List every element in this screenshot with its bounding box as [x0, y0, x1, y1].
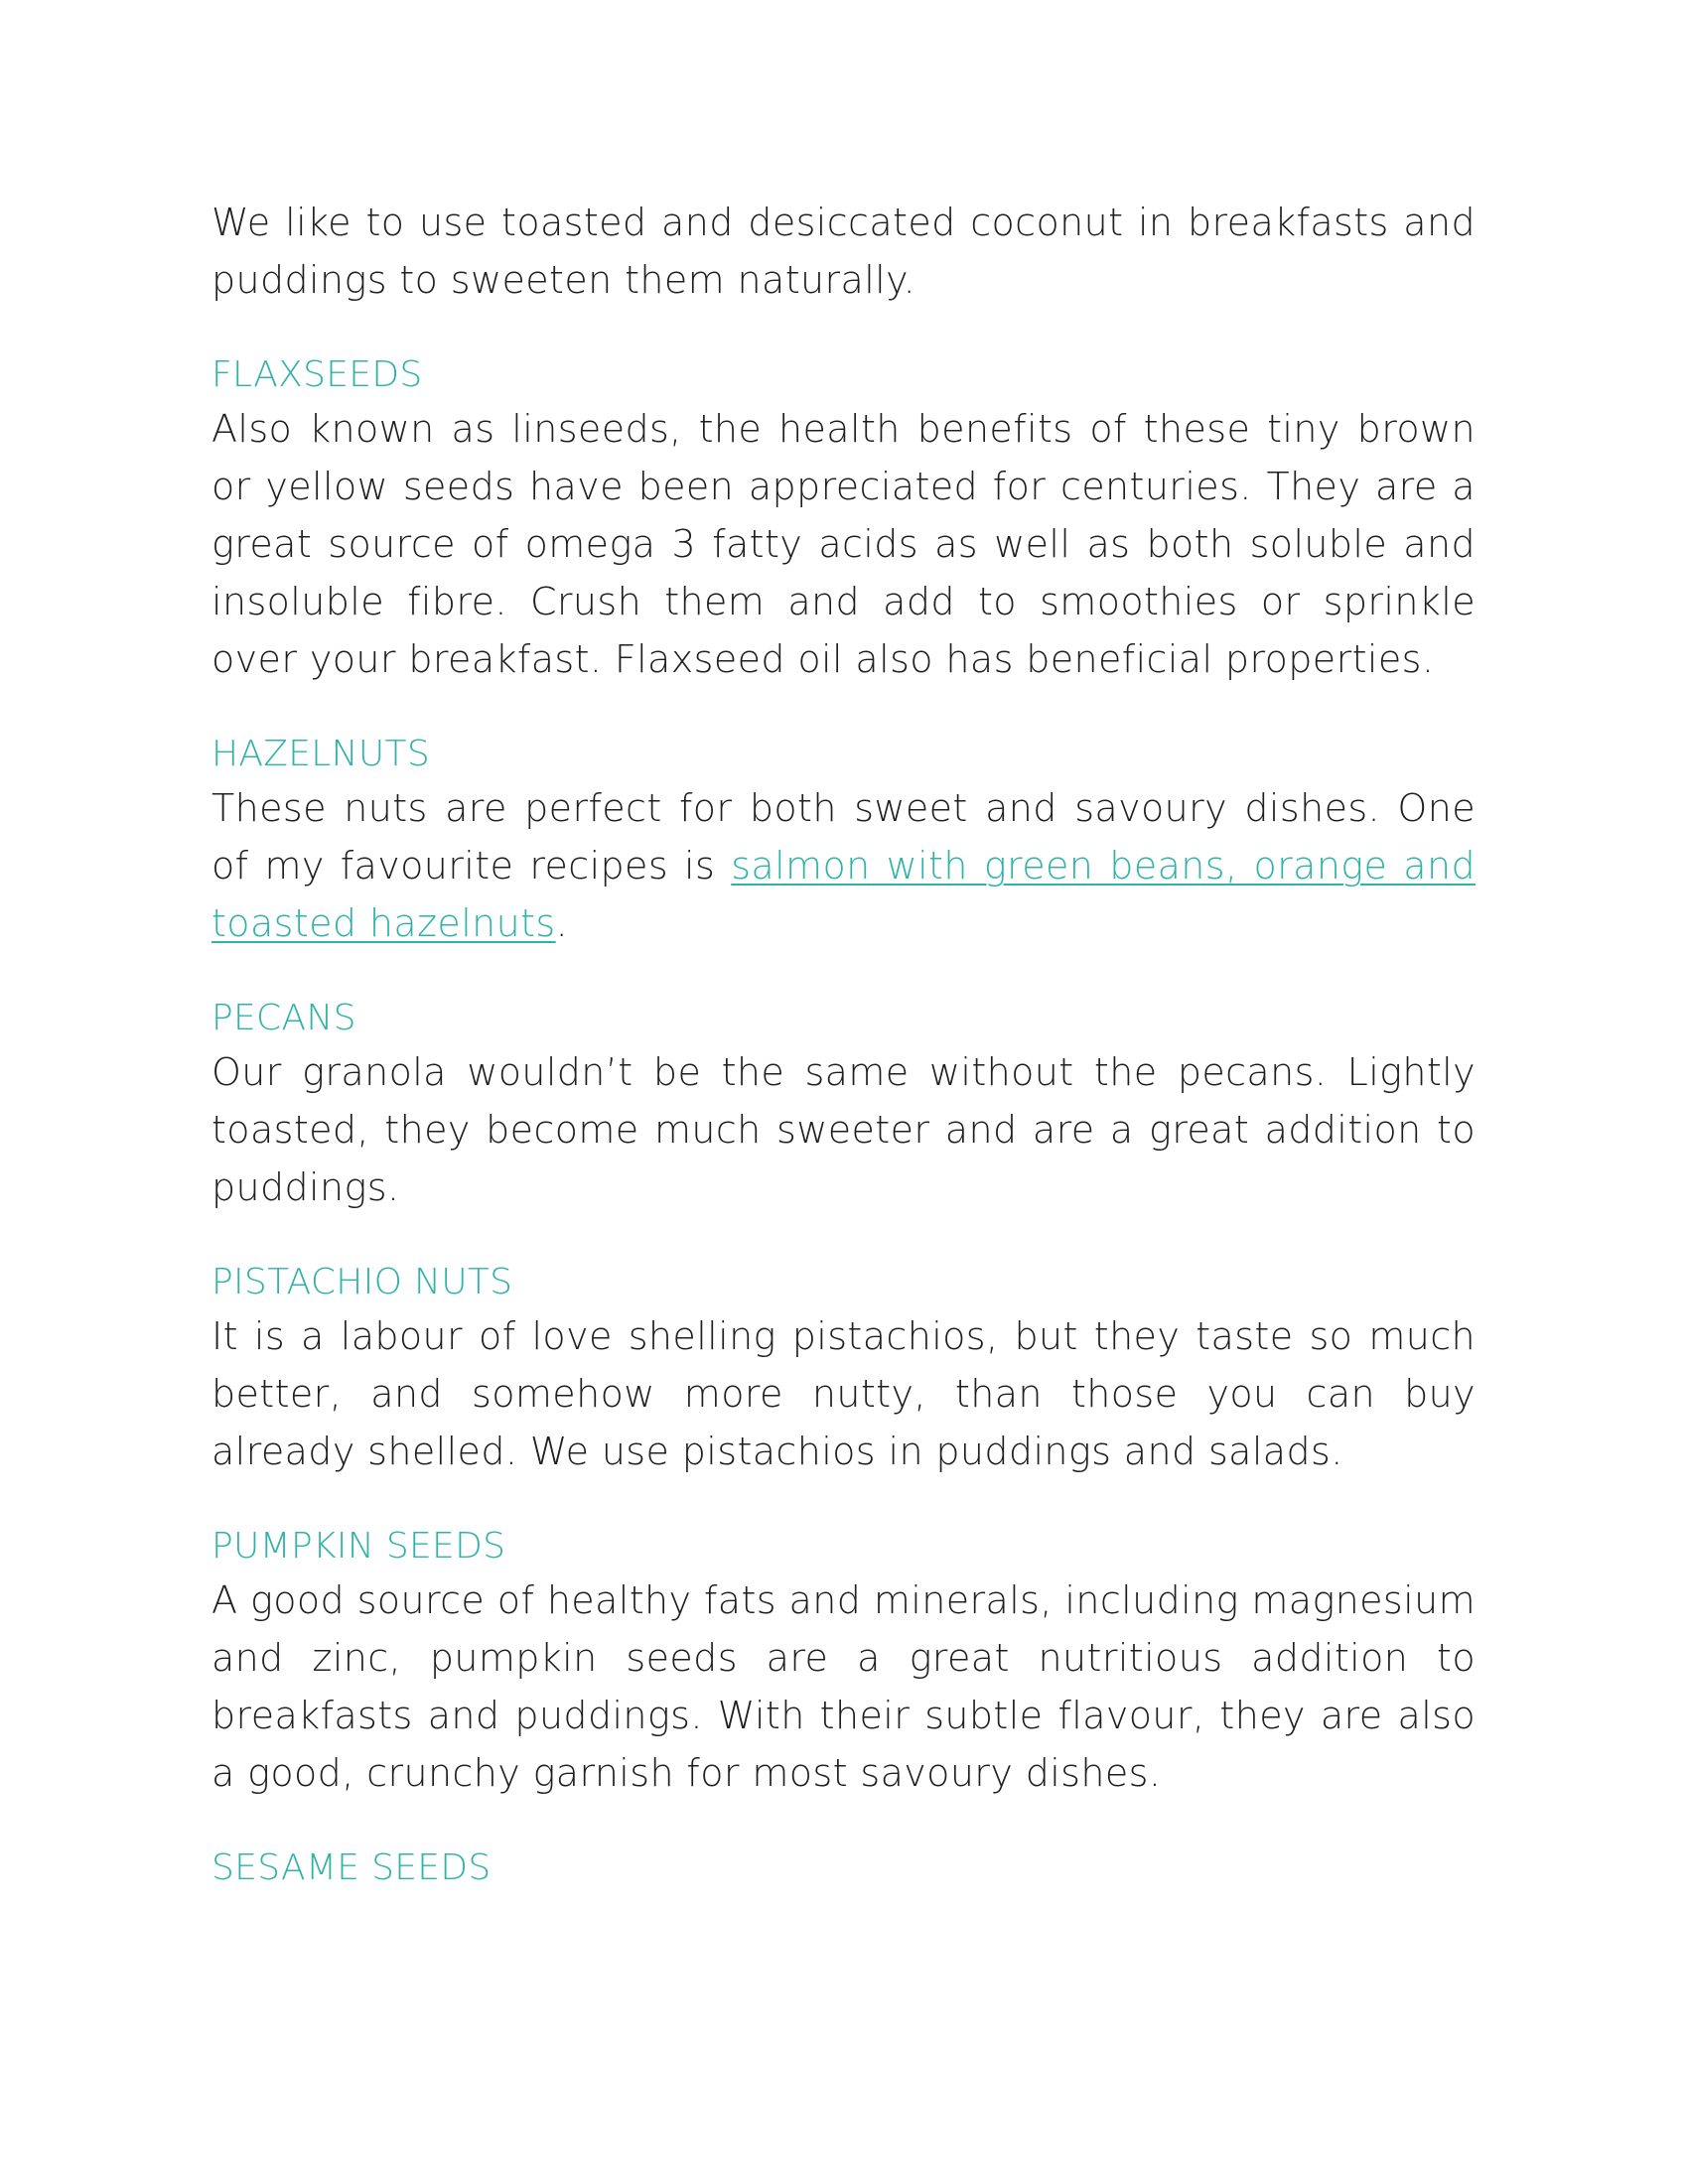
hazelnuts-text-after-link: . — [555, 901, 569, 945]
section-pecans — [211, 994, 1476, 1216]
section-sesame-seeds — [211, 1843, 1476, 1893]
section-text-pistachio-nuts: It is a labour of love shelling pistachios, but they taste so much better, and somehow more nutty, than those you can buy already shelled. We use pistachios in puddings and salads. — [211, 1314, 1476, 1473]
section-flaxseeds — [211, 350, 1476, 688]
section-pistachio-nuts — [211, 1258, 1476, 1480]
document-page — [211, 194, 1476, 1893]
section-hazelnuts — [211, 730, 1476, 952]
section-heading-pistachio-nuts: PISTACHIO NUTS — [211, 1262, 513, 1302]
intro-paragraph: We like to use toasted and desiccated coconut in breakfasts and puddings to sweeten them naturally. — [211, 201, 1476, 302]
section-heading-sesame-seeds: SESAME SEEDS — [211, 1847, 492, 1888]
section-heading-pumpkin-seeds: PUMPKIN SEEDS — [211, 1526, 506, 1567]
section-pumpkin-seeds — [211, 1522, 1476, 1802]
section-heading-flaxseeds: FLAXSEEDS — [211, 354, 423, 395]
section-text-pumpkin-seeds: A good source of healthy fats and minerals, including magnesium and zinc, pumpkin seeds are a great nutritious addition to breakfasts and puddings. With their subtle flavour, they are also a good, crunchy garnish for most savoury dishes. — [211, 1578, 1476, 1795]
salmon-recipe-link[interactable]: salmon with green beans, orange and toasted hazelnuts — [211, 844, 1476, 945]
section-text-hazelnuts — [211, 779, 1476, 952]
section-text-pecans: Our granola wouldn’t be the same without the pecans. Lightly toasted, they become much sweeter and are a great addition to puddings. — [211, 1050, 1476, 1209]
hazelnuts-text-before-link: These nuts are perfect for both sweet and savoury dishes. One of my favourite recipes is — [211, 786, 1476, 887]
section-text-flaxseeds: Also known as linseeds, the health benefits of these tiny brown or yellow seeds have been appreciated for centuries. They are a great source of omega 3 fatty acids as well as both soluble and insoluble fibre. Crush them and add to smoothies or sprinkle over your breakfast. Flaxseed oil also has beneficial properties. — [211, 407, 1476, 681]
section-heading-pecans: PECANS — [211, 998, 356, 1038]
section-heading-hazelnuts: HAZELNUTS — [211, 734, 430, 774]
